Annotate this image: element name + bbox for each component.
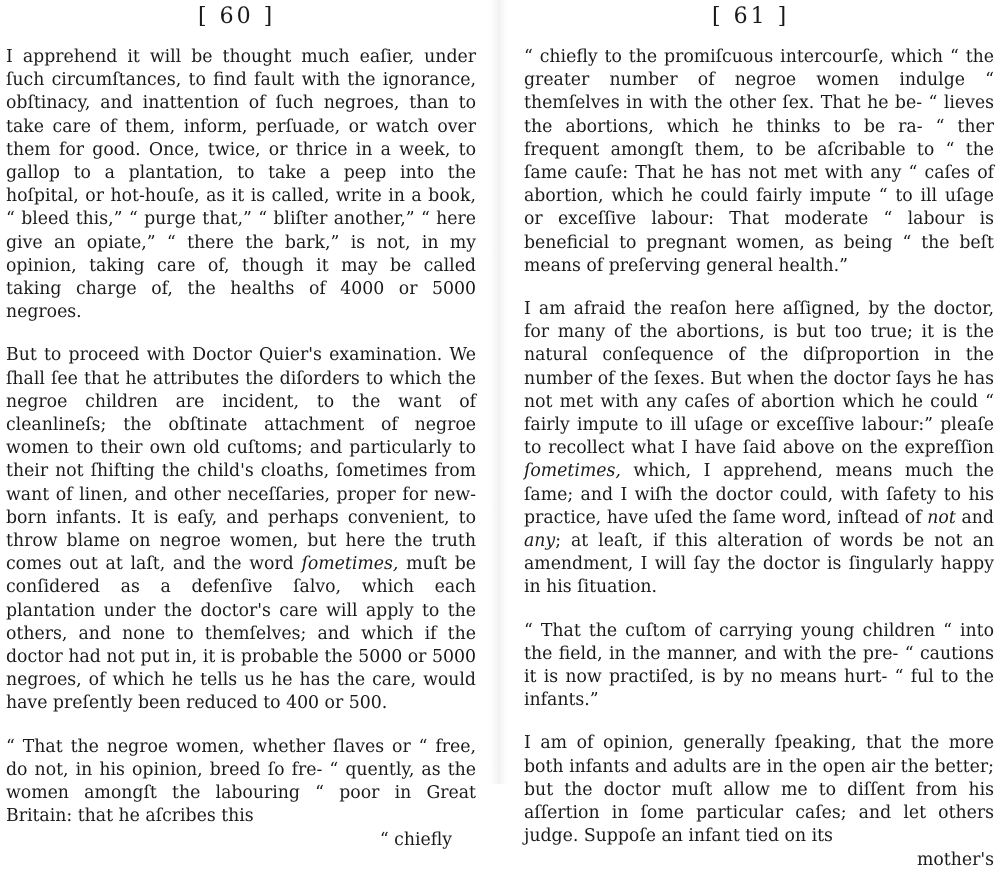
text-run: I am of opinion, generally ſpeaking, that the more both infants and adults are in the open air the better; but the doctor muſt allow me to diſſent from his aſſertion in ſome particular caſes; and let others judge. Suppoſe an infant tied on its	[524, 733, 994, 847]
paragraph	[6, 344, 476, 715]
paragraph	[524, 298, 994, 600]
text-run: muſt be conſidered as a defenſive ſalvo, which each plantation under the doctor's care will apply to the others, and none to themſelves; and which if the doctor had not put in, it is probable the 5000 or 5000 negroes, of which he tells us he has the care, would have preſently been reduced to 400 or 500.	[6, 554, 476, 714]
text-run: ; at leaſt, if this alteration of words be not an amendment, I will ſay the doctor is ſingularly happy in his ſituation.	[524, 531, 994, 598]
left-page	[0, 0, 484, 850]
quotation-paragraph	[6, 736, 476, 852]
right-page-text	[524, 46, 994, 872]
italic-word: ſometimes,	[524, 461, 621, 482]
italic-word: any	[524, 531, 556, 552]
text-run: But to proceed with Doctor Quier's examination. We ſhall ſee that he attributes the diſorders to which the negroe children are incident, to the want of cleanlineſs; the obſtinate attachment of negroe women to their own old cuſtoms; and particularly to their not ſhifting the child's cloaths, ſometimes from want of linen, and other neceſſaries, proper for new-born infants. It is eaſy, and perhaps convenient, to throw blame on negroe women, but here the truth comes out at laſt, and the word	[6, 345, 476, 575]
book-gutter	[490, 0, 508, 784]
paragraph: I apprehend it will be thought much eaſier, under ſuch circumſtances, to find fault with the ignorance, obſtinacy, and inattention of ſuch negroes, than to take care of them, inform, perſuade, or watch over them for good. Once, twice, or thrice in a week, to gallop to a plantation, to take a peep into the hoſpital, or hot-houſe, as it is called, write in a book, “ bleed this,” “ purge that,” “ bliſter another,” “ here give an opiate,” “ there the bark,” is not, in my opinion, taking care of, though it may be called taking charge of, the healths of 4000 or 5000 negroes.	[6, 47, 476, 323]
text-run: and	[961, 507, 994, 528]
page-number-right: [ 61 ]	[712, 4, 790, 29]
paragraph	[524, 732, 994, 871]
text-run: which, I apprehend, means much the ſame; and I wiſh the doctor could, with ſafety to his practice, have uſed the ſame word, inſtead of	[524, 461, 994, 528]
right-page	[514, 0, 1000, 870]
quotation-paragraph: “ That the cuſtom of carrying young children “ into the field, in the manner, and with the pre- “ cautions it is now practiſed, is by no means hurt- “ ful to the infants.”	[524, 620, 994, 711]
text-run: “ That the negroe women, whether ſlaves or “ free, do not, in his opinion, breed ſo fre- “ quently, as the women amongſt the labouring “ poor in Great Britain: that he aſcribes this	[6, 736, 476, 827]
page-number-left: [ 60 ]	[198, 4, 276, 29]
text-run: I am afraid the reaſon here aſſigned, by the doctor, for many of the abortions, is but too true; it is the natural conſequence of the diſproportion in the number of the ſexes. But when the doctor ſays he has not met with any caſes of abortion which he could “ fairly impute to ill uſage or exceſſive labour:” pleaſe to recollect what I have ſaid above on the expreſſion	[524, 299, 994, 459]
catchword: mother's	[917, 849, 994, 870]
italic-word: ſometimes,	[301, 554, 399, 575]
catchword: “ chiefly	[379, 829, 452, 850]
quotation-paragraph: “ chiefly to the promiſcuous intercourſe, which “ the greater number of negroe women indulge “ themſelves in with the other ſex. That he be- “ lieves the abortions, which he thinks to be ra- “ ther frequent amongſt them, to be aſcribable to “ the ſame cauſe: That he has not met with any “ caſes of abortion, which he could fairly impute “ to ill uſage or exceſſive labour: That moderate “ labour is beneficial to pregnant women, as being “ the beſt means of preſerving general health.”	[524, 47, 994, 276]
left-page-text	[6, 46, 476, 852]
italic-word: not	[927, 507, 956, 528]
